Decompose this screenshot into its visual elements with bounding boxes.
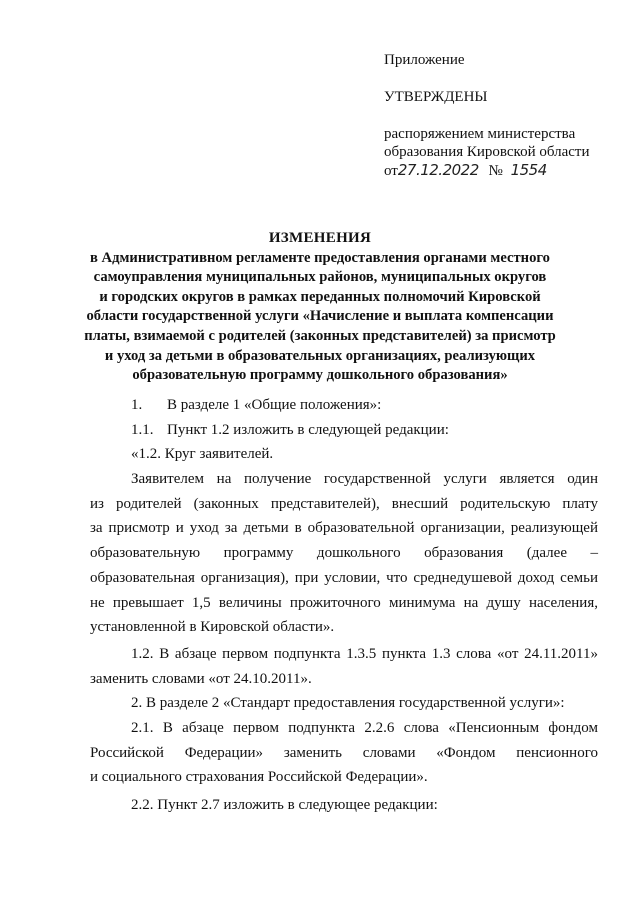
applicants-line-6: не превышает 1,5 величины прожиточного минимума на душу населения, — [90, 594, 598, 611]
title-line-2: самоуправления муниципальных районов, муниципальных округов — [93, 269, 547, 286]
approval-block — [384, 51, 590, 180]
handwritten-number: 1554 — [510, 161, 547, 179]
item-1-number: 1. — [131, 397, 143, 413]
approved-label: УТВЕРЖДЕНЫ — [384, 89, 488, 105]
applicants-line-1: Заявителем на получение государственной услуги является один — [131, 471, 598, 487]
approval-no: № — [488, 163, 503, 179]
item-1-1-text: Пункт 1.2 изложить в следующей редакции: — [167, 422, 449, 438]
applicants-paragraph — [90, 467, 598, 640]
handwritten-date: 27.12.2022 — [397, 161, 479, 179]
document-title — [0, 229, 640, 386]
item-2-2: 2.2. Пункт 2.7 изложить в следующее редакции: — [131, 797, 438, 813]
item-1-1-number: 1.1. — [131, 422, 154, 438]
title-line-3: и городских округов в рамках переданных полномочий Кировской — [99, 288, 541, 305]
approval-line-1: распоряжением министерства — [384, 126, 576, 142]
title-heading: ИЗМЕНЕНИЯ — [268, 230, 372, 246]
title-line-5: платы, взимаемой с родителей (законных представителей) за присмотр — [84, 327, 556, 344]
item-2-1 — [90, 716, 598, 790]
item-1 — [131, 393, 381, 418]
approval-line-2: образования Кировской области — [384, 144, 590, 160]
item-1-2-line-1: 1.2. В абзаце первом подпункта 1.3.5 пункта 1.3 слова «от 24.11.2011» — [131, 646, 598, 662]
item-1-2-line-2: заменить словами «от 24.10.2011». — [90, 670, 312, 687]
item-1-2 — [90, 642, 598, 691]
applicants-line-4: образовательную программу дошкольного образования (далее – — [90, 545, 598, 562]
applicants-line-2: из родителей (законных представителей), внесший родительскую плату — [90, 495, 598, 512]
title-line-7: образовательную программу дошкольного образования» — [132, 367, 508, 384]
approval-date-line — [384, 161, 590, 180]
item-2-1-line-1: 2.1. В абзаце первом подпункта 2.2.6 слова «Пенсионным фондом — [131, 720, 598, 736]
title-line-4: области государственной услуги «Начисление и выплата компенсации — [86, 308, 554, 325]
applicants-line-7: установленной в Кировской области». — [90, 619, 335, 636]
item-2-1-line-2: Российской Федерации» заменить словами «Фондом пенсионного — [90, 744, 598, 761]
item-2-1-line-3: и социального страхования Российской Федерации». — [90, 769, 428, 786]
applicants-line-3: за присмотр и уход за детьми в образовательной организации, реализующей — [90, 520, 598, 537]
appendix-label: Приложение — [384, 52, 465, 68]
title-line-6: и уход за детьми в образовательных организациях, реализующих — [104, 347, 536, 364]
item-1-text: В разделе 1 «Общие положения»: — [167, 397, 382, 413]
approval-ot: от — [384, 163, 398, 179]
quote-start: «1.2. Круг заявителей. — [131, 446, 274, 462]
applicants-line-5: образовательная организация), при условии, что среднедушевой доход семьи — [90, 569, 598, 586]
title-line-1: в Административном регламенте предоставления органами местного — [90, 249, 550, 266]
item-1-1 — [131, 418, 449, 443]
item-2: 2. В разделе 2 «Стандарт предоставления государственной услуги»: — [131, 695, 565, 711]
